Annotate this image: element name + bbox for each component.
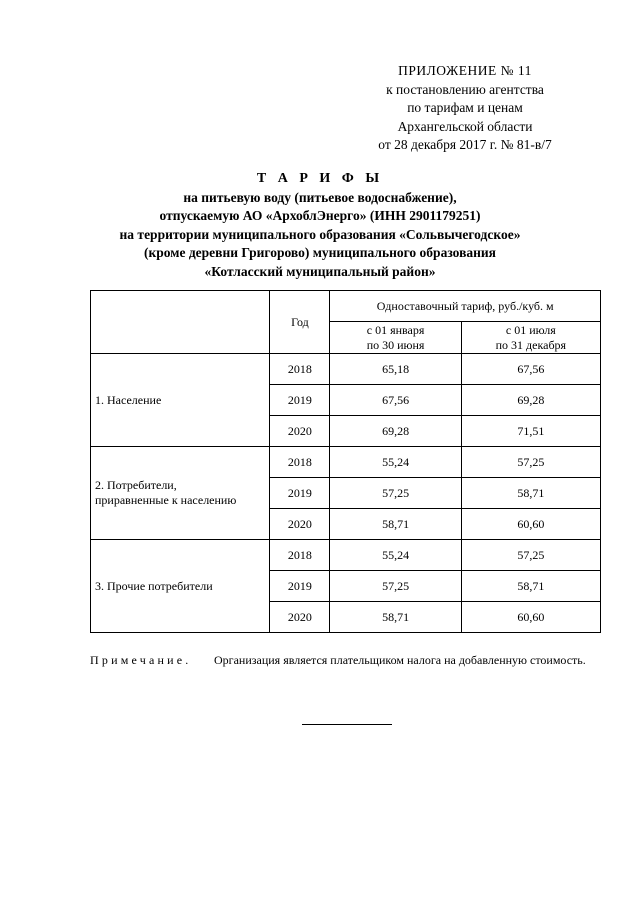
year-cell: 2019 [270, 571, 330, 602]
appendix-line: от 28 декабря 2017 г. № 81-в/7 [378, 137, 552, 152]
category-cell [91, 540, 270, 633]
header-category-cell [91, 291, 270, 354]
appendix-line: Архангельской области [397, 118, 533, 134]
appendix-block [340, 62, 590, 155]
category-label: 3. Прочие потребители [95, 578, 213, 593]
table-row [91, 447, 601, 478]
table-header-row [91, 291, 601, 322]
tariff-value-cell: 57,25 [461, 540, 600, 571]
year-cell: 2020 [270, 602, 330, 633]
heading-line: на питьевую воду (питьевое водоснабжение), [183, 189, 457, 205]
tariff-value-cell: 58,71 [461, 571, 600, 602]
year-cell: 2020 [270, 416, 330, 447]
tariff-value-cell: 60,60 [461, 509, 600, 540]
category-label: 2. Потребители, [95, 478, 177, 492]
period2-line: по 31 декабря [495, 337, 567, 352]
year-cell: 2018 [270, 354, 330, 385]
header-tariff-cell: Одноставочный тариф, руб./куб. м [330, 291, 601, 322]
document-heading [40, 170, 600, 281]
tariff-value-cell: 57,25 [330, 571, 461, 602]
period1-line: с 01 января [366, 322, 425, 337]
tariff-value-cell: 58,71 [330, 602, 461, 633]
heading-main: Т А Р И Ф Ы [256, 171, 384, 186]
tariff-value-cell: 67,56 [330, 385, 461, 416]
heading-line: на территории муниципального образования «Сольвычегодское» [119, 226, 521, 242]
heading-line: «Котласский муниципальный район» [204, 263, 436, 279]
category-cell [91, 447, 270, 540]
tariff-value-cell: 69,28 [461, 385, 600, 416]
table-row [91, 354, 601, 385]
header-period1-cell [330, 322, 461, 354]
year-cell: 2020 [270, 509, 330, 540]
tariff-value-cell: 55,24 [330, 447, 461, 478]
category-label: 1. Население [95, 392, 162, 407]
heading-line: (кроме деревни Григорово) муниципального образования [144, 245, 496, 260]
year-cell: 2018 [270, 447, 330, 478]
tariff-value-cell: 57,25 [461, 447, 600, 478]
tariff-value-cell: 55,24 [330, 540, 461, 571]
note-block [90, 652, 601, 668]
tariff-value-cell: 58,71 [330, 509, 461, 540]
tariff-value-cell: 58,71 [461, 478, 600, 509]
year-cell: 2019 [270, 385, 330, 416]
heading-line: отпускаемую АО «АрхоблЭнерго» (ИНН 2901179251) [159, 208, 481, 223]
appendix-line: к постановлению агентства [386, 81, 544, 97]
year-cell: 2019 [270, 478, 330, 509]
period2-line: с 01 июля [505, 322, 556, 337]
appendix-title: ПРИЛОЖЕНИЕ № 11 [398, 63, 532, 78]
tariff-value-cell: 65,18 [330, 354, 461, 385]
note-text: Организация является плательщиком налога на добавленную стоимость. [214, 653, 586, 667]
tariff-value-cell: 69,28 [330, 416, 461, 447]
tariff-value-cell: 60,60 [461, 602, 600, 633]
header-year-cell: Год [270, 291, 330, 354]
tariff-table [90, 290, 601, 633]
tariff-value-cell: 57,25 [330, 478, 461, 509]
table-row [91, 540, 601, 571]
period1-line: по 30 июня [366, 337, 425, 352]
category-cell [91, 354, 270, 447]
note-label: Примечание. [90, 653, 192, 667]
tariff-value-cell: 67,56 [461, 354, 600, 385]
year-cell: 2018 [270, 540, 330, 571]
header-period2-cell [461, 322, 600, 354]
appendix-line: по тарифам и ценам [407, 100, 523, 115]
tariff-value-cell: 71,51 [461, 416, 600, 447]
separator-line [302, 724, 392, 725]
category-label: приравненные к населению [95, 493, 237, 507]
